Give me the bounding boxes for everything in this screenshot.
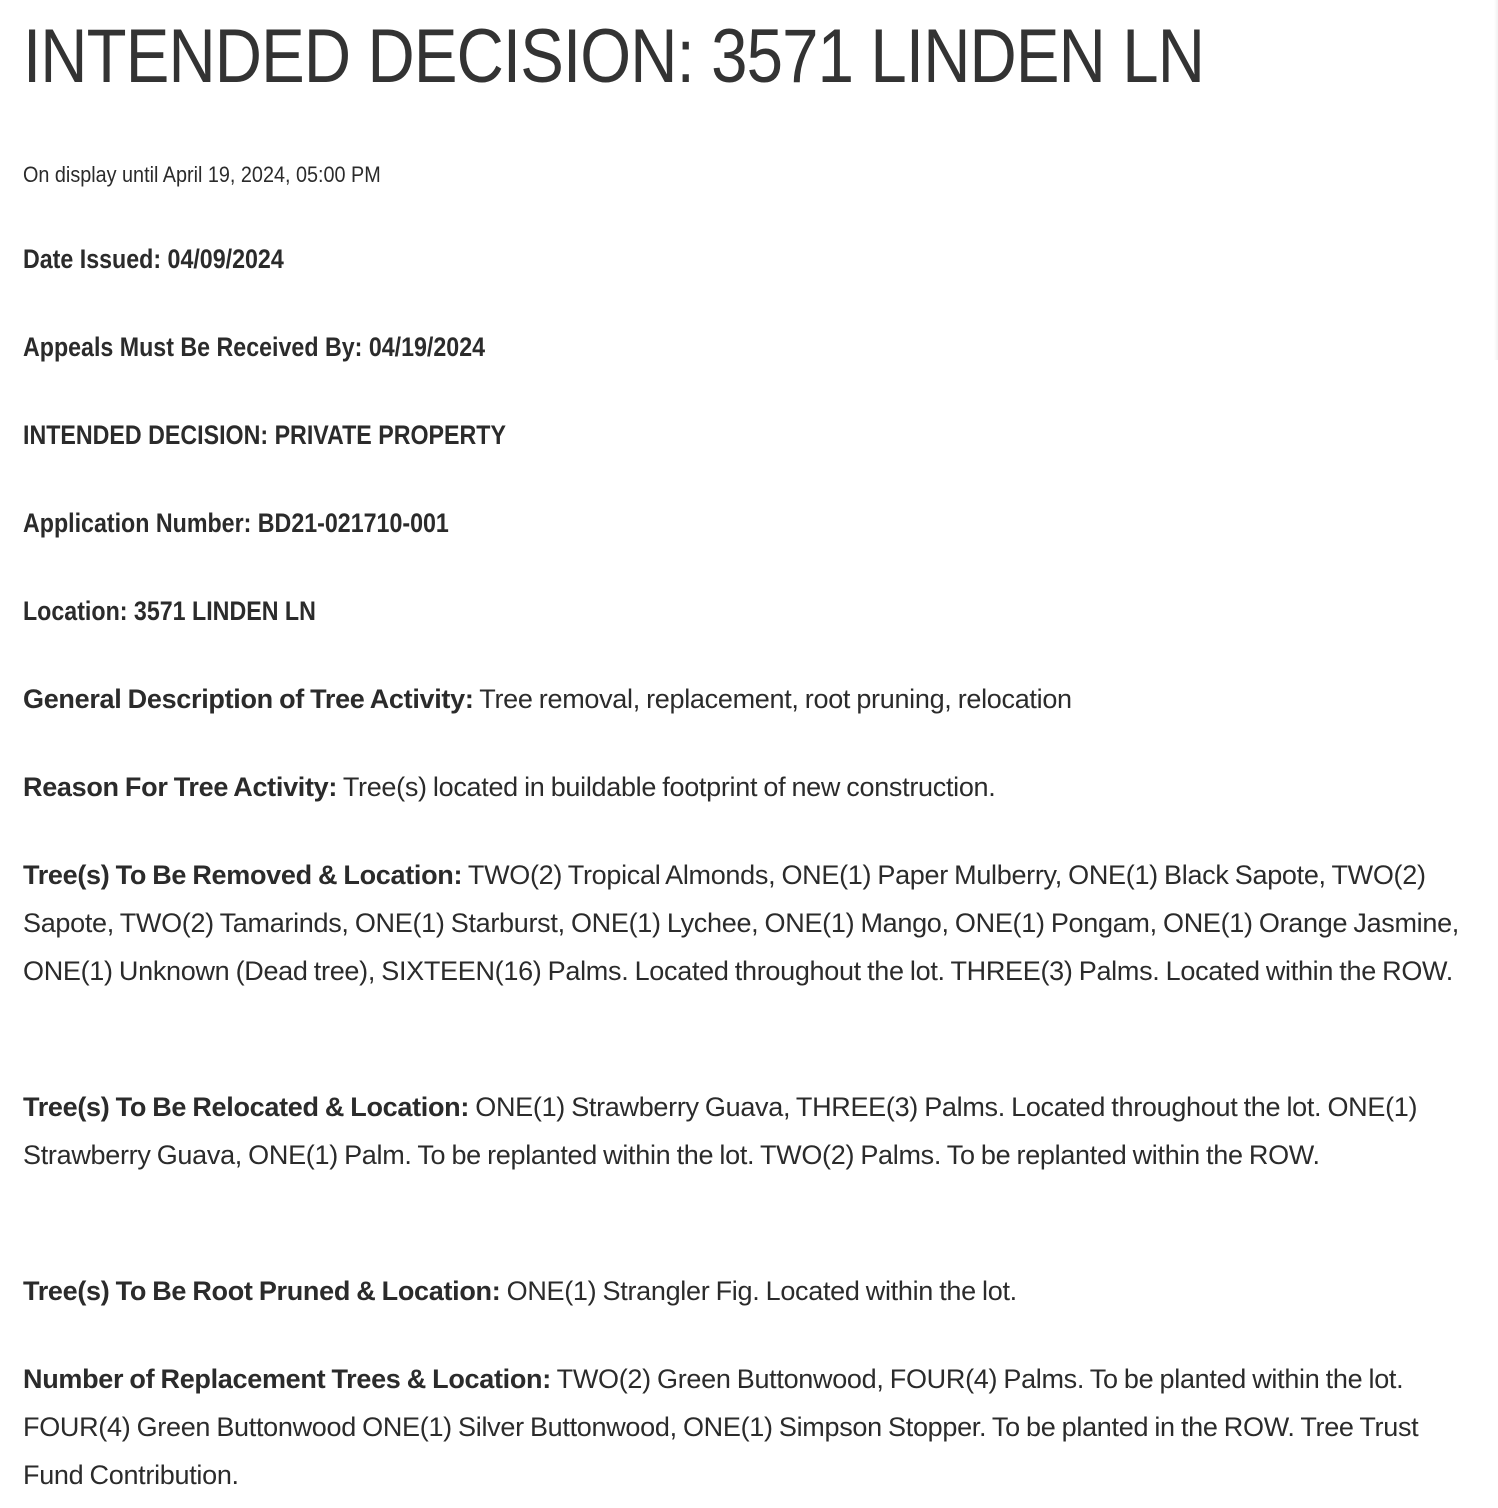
application-number (23, 499, 1463, 547)
trees-root-pruned-label: Tree(s) To Be Root Pruned & Location: (23, 1276, 501, 1306)
reason-value: Tree(s) located in buildable footprint of new construction. (342, 772, 996, 802)
decision-type (23, 411, 1463, 459)
reason-label: Reason For Tree Activity: (23, 772, 338, 802)
replacement-trees-value: TWO(2) Green Buttonwood, FOUR(4) Palms. To be planted within the lot. FOUR(4) Green Buttonwood ONE(1) Silver Buttonwood, ONE(1) Simpson Stopper. To be planted in the ROW. Tree Trust Fund Contribution. (23, 1364, 1419, 1490)
reason (23, 763, 1463, 811)
replacement-trees (23, 1355, 1463, 1499)
trees-root-pruned (23, 1267, 1463, 1315)
display-until-text: On display until April 19, 2024, 05:00 PM (23, 162, 381, 187)
date-issued-text: Date Issued: 04/09/2024 (23, 244, 284, 274)
trees-relocated (23, 1083, 1463, 1179)
location-text: Location: 3571 LINDEN LN (23, 596, 316, 626)
trees-relocated-value: ONE(1) Strawberry Guava, THREE(3) Palms. Located throughout the lot. ONE(1) Strawberry Guava, ONE(1) Palm. To be replanted within the lot. TWO(2) Palms. To be replanted within the ROW. (23, 1092, 1418, 1170)
trees-relocated-label: Tree(s) To Be Relocated & Location: (23, 1092, 470, 1122)
general-description-value: Tree removal, replacement, root pruning, relocation (479, 684, 1072, 714)
general-description (23, 675, 1463, 723)
replacement-trees-label: Number of Replacement Trees & Location: (23, 1364, 551, 1394)
trees-removed-label: Tree(s) To Be Removed & Location: (23, 860, 463, 890)
page-title: INTENDED DECISION: 3571 LINDEN LN (23, 14, 1205, 99)
appeals-deadline-text: Appeals Must Be Received By: 04/19/2024 (23, 332, 486, 362)
appeals-deadline (23, 323, 1463, 371)
scrollbar-rail[interactable] (1494, 0, 1498, 360)
general-description-label: General Description of Tree Activity: (23, 684, 474, 714)
trees-removed (23, 851, 1463, 995)
date-issued (23, 235, 1463, 283)
application-number-text: Application Number: BD21-021710-001 (23, 508, 449, 538)
decision-type-text: INTENDED DECISION: PRIVATE PROPERTY (23, 420, 506, 450)
location (23, 587, 1463, 635)
trees-root-pruned-value: ONE(1) Strangler Fig. Located within the lot. (506, 1276, 1017, 1306)
notice-page (23, 0, 1463, 1490)
trees-removed-value: TWO(2) Tropical Almonds, ONE(1) Paper Mulberry, ONE(1) Black Sapote, TWO(2) Sapote, TWO(2) Tamarinds, ONE(1) Starburst, ONE(1) Lychee, ONE(1) Mango, ONE(1) Pongam, ONE(1) Orange Jasmine, ONE(1) Unknown (Dead tree), SIXTEEN(16) Palms. Located throughout the lot. THREE(3) Palms. Located within the ROW. (23, 860, 1460, 986)
